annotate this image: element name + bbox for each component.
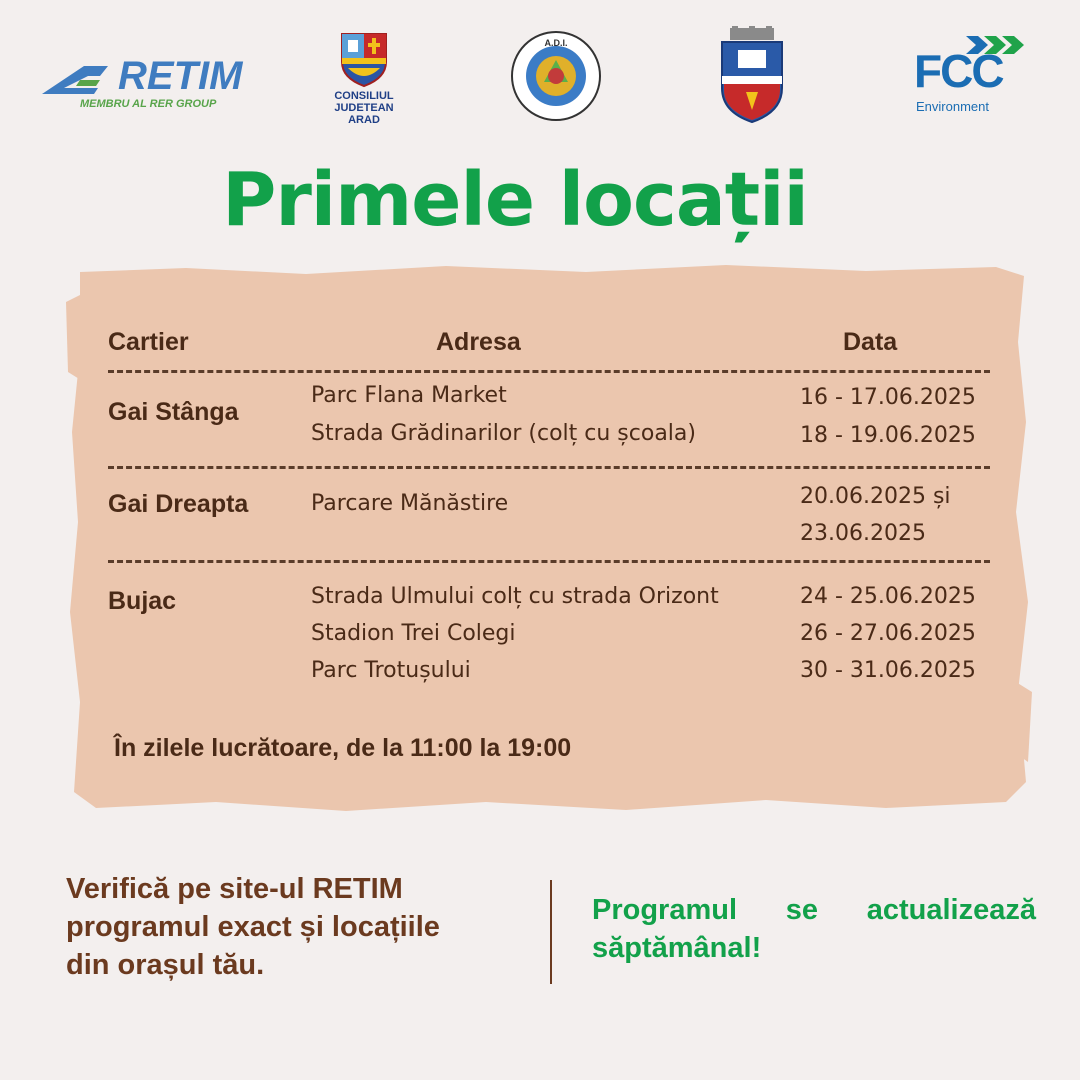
consiliul-judetean-text: CONSILIUL JUDETEAN ARAD	[334, 90, 394, 126]
header-adresa: Adresa	[436, 328, 521, 356]
date-item: 30 - 31.06.2025	[800, 658, 976, 683]
date-item: 23.06.2025	[800, 521, 926, 546]
fcc-wordmark: FCC	[914, 45, 1003, 97]
date-item: 16 - 17.06.2025	[800, 385, 976, 410]
date-item: 24 - 25.06.2025	[800, 584, 976, 609]
header-data: Data	[843, 328, 898, 356]
fcc-subtitle: Environment	[916, 99, 989, 114]
county-coat-of-arms-icon	[318, 28, 410, 88]
retim-logo	[38, 56, 253, 116]
address-item: Parc Flana Market	[311, 383, 507, 408]
address-item: Strada Ulmului colț cu strada Orizont	[311, 584, 719, 609]
footer-check-website: Verifică pe site-ul RETIM programul exact și locațiile din orașul tău.	[66, 873, 440, 981]
row-divider	[108, 466, 990, 469]
cartier-bujac: Bujac	[108, 587, 177, 615]
cartier-gai-stanga: Gai Stânga	[108, 398, 239, 426]
adi-waste-system-seal-icon	[510, 30, 602, 122]
footer-weekly-update: Programul se actualizează săptămânal!	[592, 894, 1036, 964]
arad-city-coat-of-arms-icon	[718, 26, 786, 126]
page-title: Primele locații	[222, 157, 808, 243]
row-divider	[108, 370, 990, 373]
working-hours-note: În zilele lucrătoare, de la 11:00 la 19:00	[114, 734, 572, 762]
address-item: Parcare Mănăstire	[311, 491, 509, 516]
address-item: Parc Trotușului	[311, 658, 471, 683]
arad-city-logo	[718, 26, 786, 126]
retim-wordmark: RETIM	[118, 54, 243, 98]
cartier-gai-dreapta: Gai Dreapta	[108, 490, 249, 518]
date-item: 18 - 19.06.2025	[800, 423, 976, 448]
address-item: Stadion Trei Colegi	[311, 621, 516, 646]
row-divider	[108, 560, 990, 563]
header-cartier: Cartier	[108, 328, 189, 356]
locations-table	[108, 318, 990, 788]
address-item: Strada Grădinarilor (colț cu școala)	[311, 421, 696, 446]
date-item: 20.06.2025 și	[800, 484, 951, 509]
adi-logo	[510, 30, 602, 122]
retim-subtitle: MEMBRU AL RER GROUP	[80, 98, 217, 110]
date-item: 26 - 27.06.2025	[800, 621, 976, 646]
retim-arrow-mark-icon	[38, 58, 118, 98]
consiliul-judetean-logo	[318, 28, 410, 128]
svg-text:A.D.I.: A.D.I.	[544, 38, 568, 48]
fcc-environment-logo	[914, 34, 1029, 120]
footer-divider	[550, 880, 552, 984]
